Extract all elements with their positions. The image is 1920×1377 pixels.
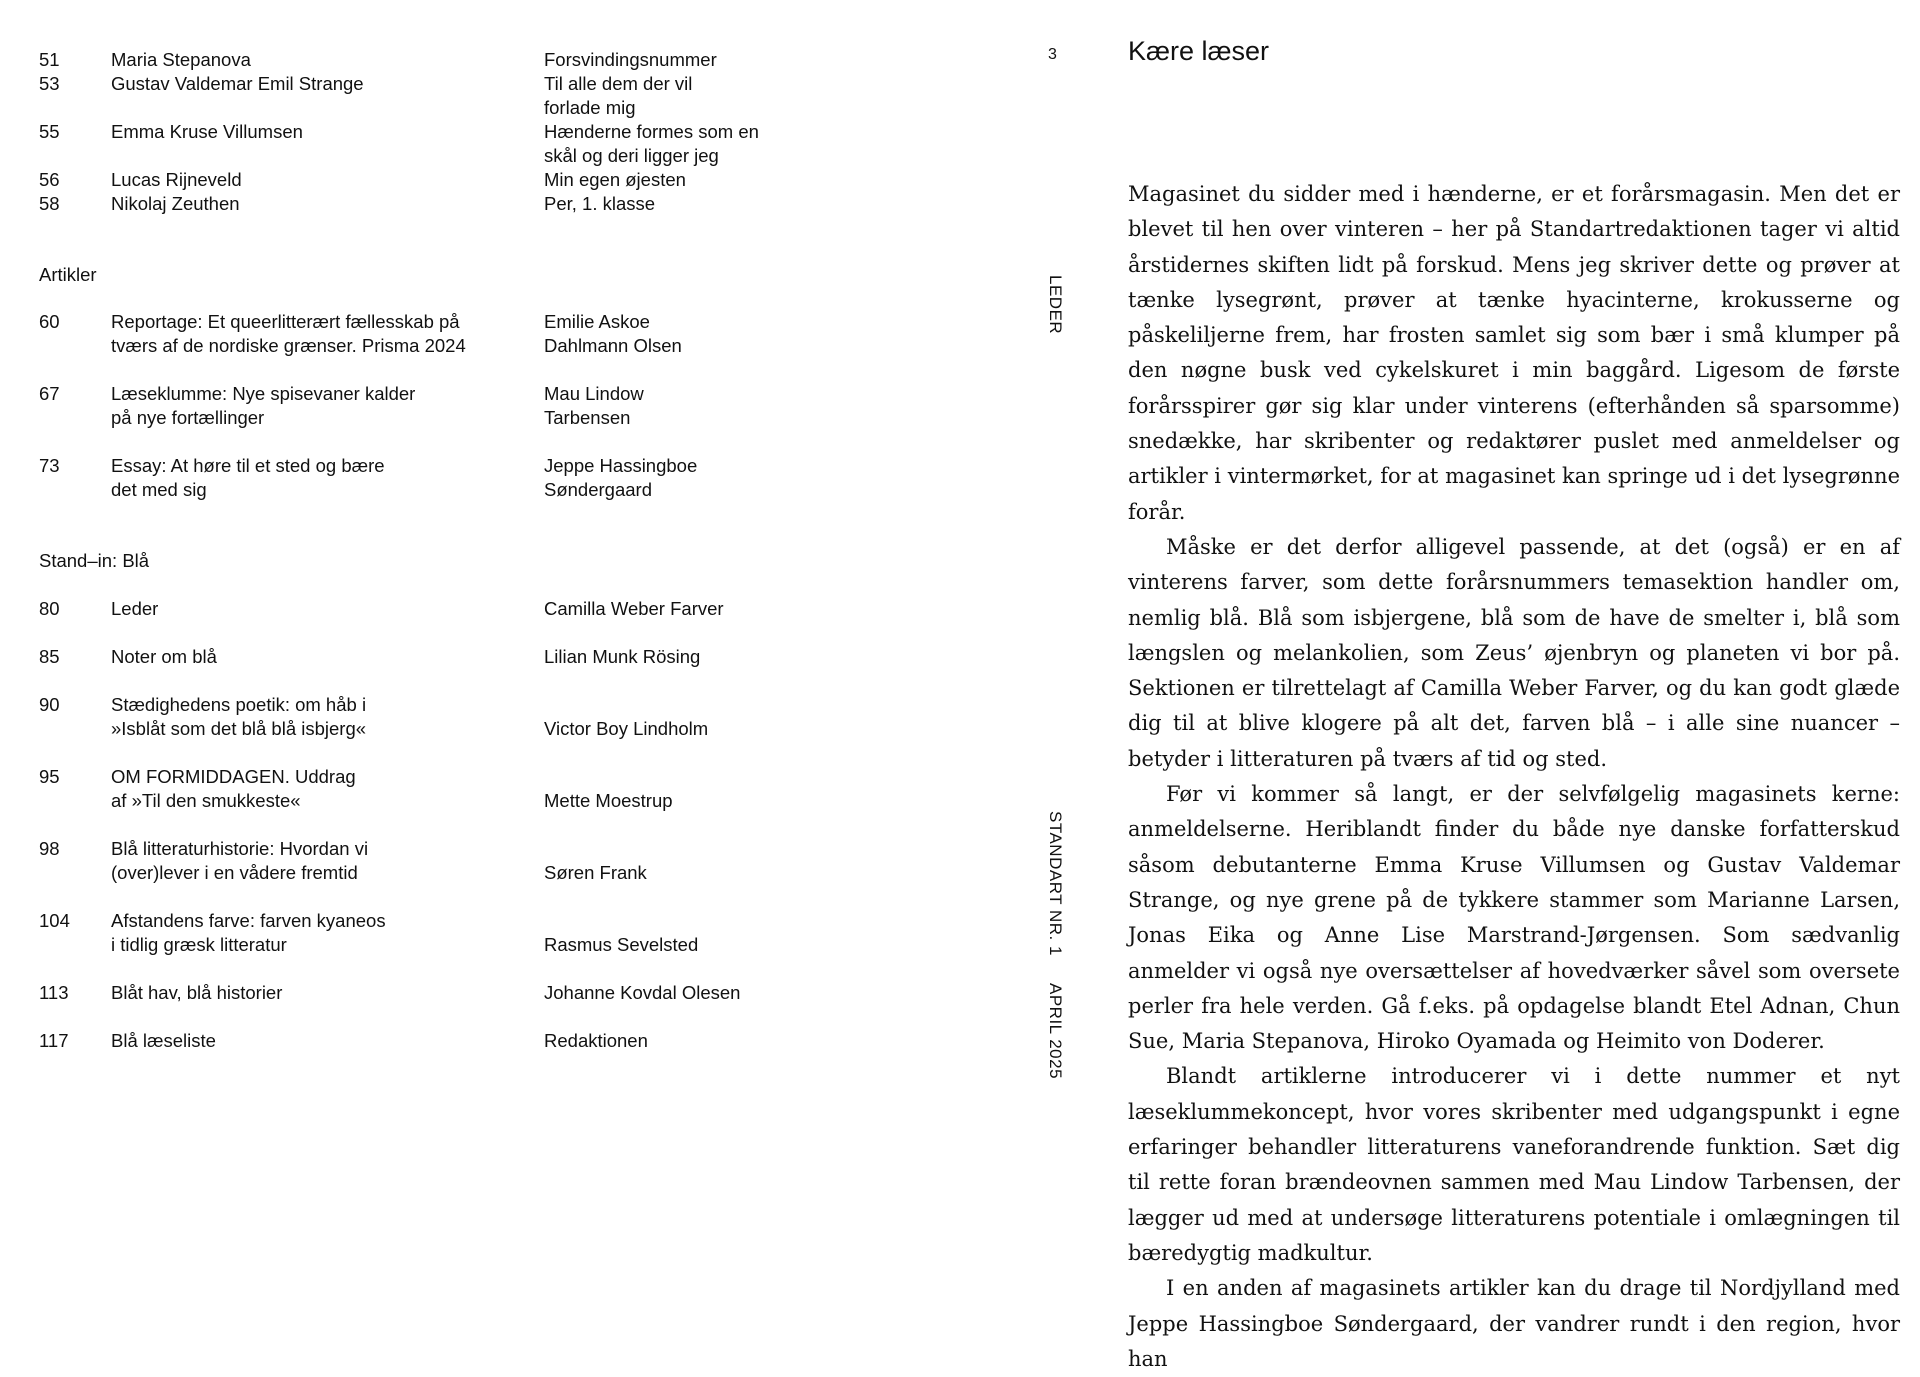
toc-page-number: 58 xyxy=(39,193,60,214)
toc-section-heading-articles: Artikler xyxy=(39,264,97,285)
toc-entry-title: Blåt hav, blå historier xyxy=(111,982,283,1003)
editorial-paragraph: Magasinet du sidder med i hænderne, er et forårsmagasin. Men det er blevet til hen over vinteren – her på Standartredaktionen tager vi altid årstidernes skiften lidt på forskud. Mens jeg skriver dette og prøver at tænke lysegrønt, prøver at tænke hyacinterne, krokusserne og påskeliljerne frem, har frosten samlet sig som bær i små klumper på den nøgne busk ved cykelskuret i min baggård. Ligesom de første forårsspirer gør sig klar under vinterens (efterhånden så sparsomme) snedække, har skribenter og redaktører puslet med anmeldelser og artikler i vintermørket, for at magasinet kan springe ud i det lysegrønne forår. xyxy=(1128,182,1900,524)
toc-entry-title: Blå litteraturhistorie: Hvordan vi (over)lever i en vådere fremtid xyxy=(111,838,369,883)
toc-entry-author: Jeppe Hassingboe Søndergaard xyxy=(544,455,698,500)
toc-page-number: 85 xyxy=(39,646,60,667)
toc-page-number: 113 xyxy=(39,982,69,1003)
editorial-paragraph: Blandt artiklerne introducerer vi i dette nummer et nyt læseklummekoncept, hvor vores skribenter med udgangspunkt i egne erfaringer behandler litteraturens vaneforandrende funktion. Sæt dig til rette foran brændeovnen sammen med Mau Lindow Tarbensen, der lægger ud med at undersøge litteraturens potentiale i omlægningen til bæredygtig madkultur. xyxy=(1128,1064,1900,1265)
toc-entry-title: Leder xyxy=(111,598,159,619)
toc-entry-author: Johanne Kovdal Olesen xyxy=(544,982,741,1003)
toc-entry-author: Rasmus Sevelsted xyxy=(544,934,699,955)
page-number: 3 xyxy=(1048,46,1057,63)
toc-entry-author: Mau Lindow Tarbensen xyxy=(544,383,644,428)
toc-entry-title: Stædighedens poetik: om håb i »Isblåt som det blå blå isbjerg« xyxy=(111,694,367,739)
toc-row[interactable] xyxy=(39,837,819,885)
toc-entry-title: Essay: At høre til et sted og bære det med sig xyxy=(111,455,385,500)
toc-entry-author: Forsvindingsnummer xyxy=(544,49,717,70)
toc-row[interactable] xyxy=(39,645,819,669)
toc-page-number: 53 xyxy=(39,73,60,94)
toc-row[interactable] xyxy=(39,597,819,621)
toc-entry-title: Nikolaj Zeuthen xyxy=(111,193,240,214)
toc-entry-title: Reportage: Et queerlitterært fællesskab på tværs af de nordiske grænser. Prisma 2024 xyxy=(111,311,466,356)
toc-page-number: 80 xyxy=(39,598,60,619)
toc-row[interactable] xyxy=(39,1029,819,1053)
toc-page-number: 56 xyxy=(39,169,60,190)
toc-page-number: 117 xyxy=(39,1030,69,1051)
toc-page-number: 51 xyxy=(39,49,60,70)
toc-entry-author: Lilian Munk Rösing xyxy=(544,646,701,667)
toc-page-number: 73 xyxy=(39,455,60,476)
toc-row[interactable] xyxy=(39,693,819,741)
editorial-paragraph: Før vi kommer så langt, er der selvfølgelig magasinets kerne: anmeldelserne. Heriblandt finder du både nye danske forfatterskud såsom debutanterne Emma Kruse Villumsen og Gustav Valdemar Strange, og nye grene på de tykkere stammer som Marianne Larsen, Jonas Eika og Anne Lise Marstrand-Jørgensen. Som sædvanlig anmelder vi også nye oversættelser af hovedværker såvel som oversete perler fra hele verden. Gå f.eks. på opdagelse blandt Etel Adnan, Chun Sue, Maria Stepanova, Hiroko Oyamada og Heimito von Doderer. xyxy=(1128,782,1900,1054)
toc-row[interactable] xyxy=(39,120,819,168)
toc-entry-author: Til alle dem der vil forlade mig xyxy=(544,73,693,118)
toc-row[interactable] xyxy=(39,981,819,1005)
toc-page-number: 98 xyxy=(39,838,60,859)
editorial-title: Kære læser xyxy=(1128,36,1270,66)
toc-page-number: 55 xyxy=(39,121,60,142)
toc-section-heading-stand-in: Stand–in: Blå xyxy=(39,550,150,571)
editorial-paragraph: Måske er det derfor alligevel passende, at det (også) er en af vinterens farver, som dette forårsnummers temasektion handler om, nemlig blå. Blå som isbjergene, blå som de have de smelter i, blå som længslen og melankolien, som Zeus’ øjenbryn og planeten vi bor på. Sektionen er tilrettelagt af Camilla Weber Farver, og du kan godt glæde dig til at blive klogere på alt det, farven blå – i alle sine nuancer – betyder i litteraturen på tværs af tid og sted. xyxy=(1128,534,1900,771)
toc-row[interactable] xyxy=(39,909,819,957)
toc-entry-author: Mette Moestrup xyxy=(544,790,673,811)
toc-entry-title: Emma Kruse Villumsen xyxy=(111,121,303,142)
toc-group-stand-in xyxy=(39,597,819,1053)
toc-entry-title: Lucas Rijneveld xyxy=(111,169,242,190)
toc-entry-title: Maria Stepanova xyxy=(111,49,251,70)
toc-row[interactable] xyxy=(39,765,819,813)
toc-entry-author: Camilla Weber Farver xyxy=(544,598,724,619)
editorial-body xyxy=(1128,177,1900,1377)
section-label: LEDER xyxy=(1046,275,1065,335)
toc-entry-title: Blå læseliste xyxy=(111,1030,216,1051)
toc-group-articles xyxy=(39,310,819,502)
toc-row[interactable] xyxy=(39,192,819,216)
toc-page-number: 67 xyxy=(39,383,60,404)
toc-row[interactable] xyxy=(39,168,819,192)
editorial-paragraph: I en anden af magasinets artikler kan du drage til Nordjylland med Jeppe Hassingboe Søndergaard, der vandrer rundt i den region, hvor han xyxy=(1128,1276,1900,1371)
toc-entry-author: Per, 1. klasse xyxy=(544,193,656,214)
table-of-contents xyxy=(39,48,819,1053)
toc-page-number: 95 xyxy=(39,766,60,787)
toc-page-number: 60 xyxy=(39,311,60,332)
toc-group-reviews xyxy=(39,48,819,216)
toc-entry-title: Gustav Valdemar Emil Strange xyxy=(111,73,364,94)
toc-row[interactable] xyxy=(39,454,819,502)
toc-entry-author: Min egen øjesten xyxy=(544,169,686,190)
toc-entry-title: Afstandens farve: farven kyaneos i tidlig græsk litteratur xyxy=(111,910,386,955)
toc-row[interactable] xyxy=(39,382,819,430)
toc-row[interactable] xyxy=(39,72,819,120)
toc-row[interactable] xyxy=(39,310,819,358)
toc-entry-author: Victor Boy Lindholm xyxy=(544,718,709,739)
toc-page-number: 90 xyxy=(39,694,60,715)
toc-row[interactable] xyxy=(39,48,819,72)
toc-entry-author: Hænderne formes som en skål og deri ligger jeg xyxy=(544,121,759,166)
toc-entry-author: Emilie Askoe Dahlmann Olsen xyxy=(544,311,682,356)
issue-date: APRIL 2025 xyxy=(1046,983,1065,1080)
toc-entry-title: Noter om blå xyxy=(111,646,217,667)
toc-entry-author: Søren Frank xyxy=(544,862,647,883)
toc-page-number: 104 xyxy=(39,910,70,931)
issue-label: STANDART NR. 1 xyxy=(1046,811,1065,956)
toc-entry-author: Redaktionen xyxy=(544,1030,648,1051)
toc-entry-title: Læseklumme: Nye spisevaner kalder på nye fortællinger xyxy=(111,383,416,428)
toc-entry-title: OM FORMIDDAGEN. Uddrag af »Til den smukkeste« xyxy=(111,766,356,811)
